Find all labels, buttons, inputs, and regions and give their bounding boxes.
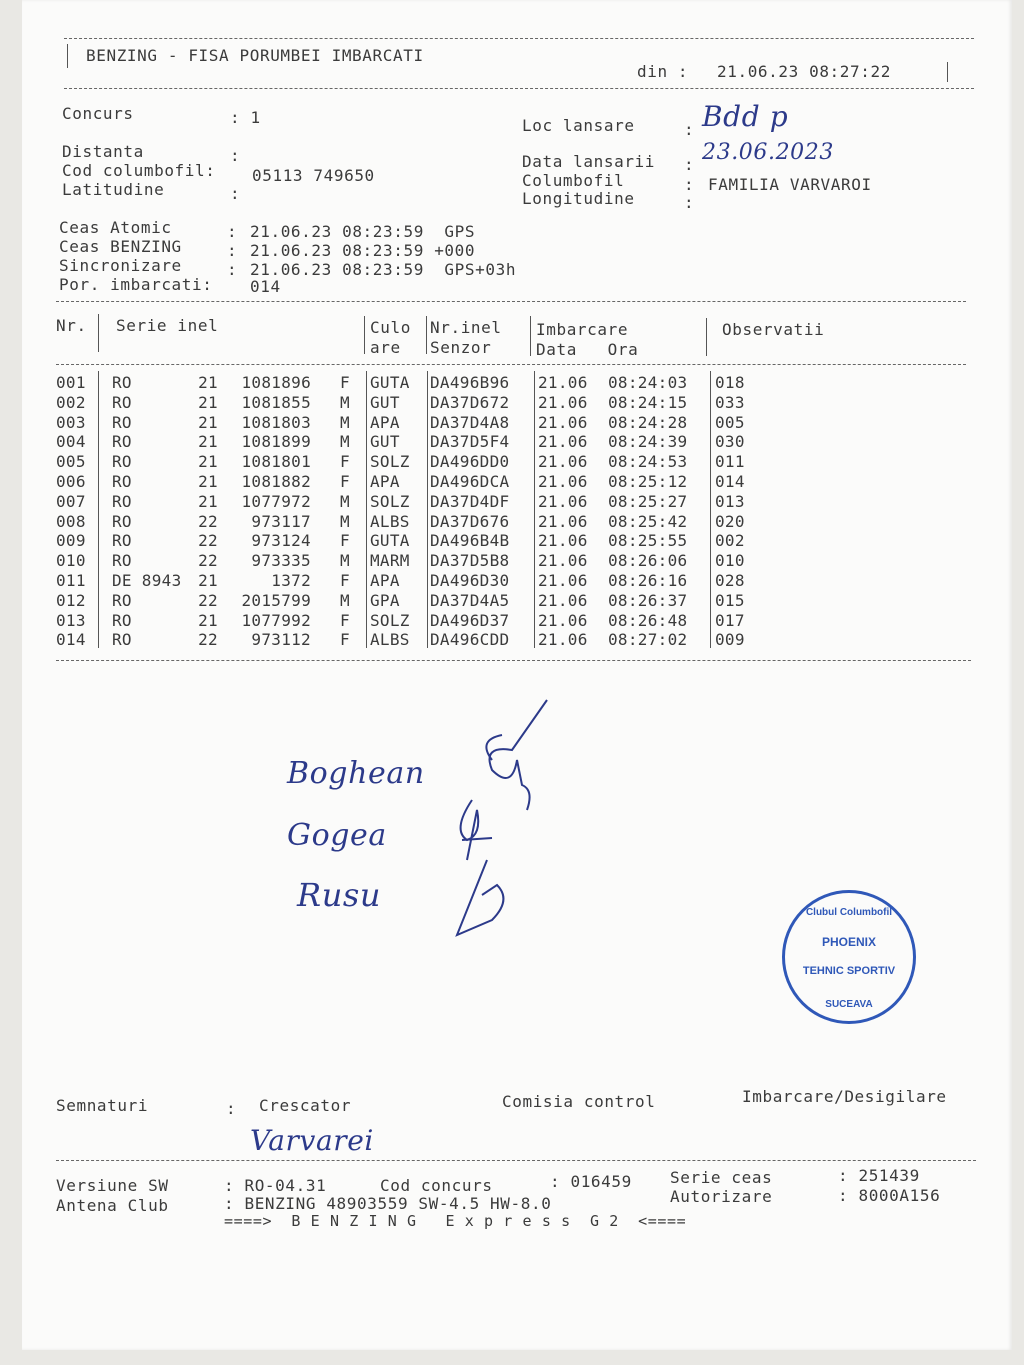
cell-inel: 1081801 bbox=[241, 452, 311, 472]
concurs-label: Concurs bbox=[62, 104, 134, 123]
cell-tara: RO bbox=[112, 551, 132, 571]
cell-obs: 033 bbox=[715, 392, 745, 412]
cell-culoare: SOLZ bbox=[370, 610, 410, 630]
stamp-city: SUCEAVA bbox=[825, 999, 873, 1010]
cell-nr: 002 bbox=[56, 392, 86, 412]
cell-tara: DE 8943 bbox=[112, 571, 182, 590]
divider bbox=[56, 660, 971, 661]
cell-obs: 009 bbox=[715, 630, 745, 650]
handwritten-name: Boghean bbox=[287, 756, 425, 791]
cell-obs: 005 bbox=[715, 412, 745, 432]
cell-tara: RO bbox=[112, 610, 132, 630]
cell-inel: 1081882 bbox=[241, 472, 311, 491]
col-header-senzor: Senzor bbox=[430, 338, 492, 357]
column-separator bbox=[534, 371, 535, 391]
serie-ceas-value: : 251439 bbox=[838, 1166, 920, 1185]
cod-columbofil-label: Cod columbofil: bbox=[62, 161, 216, 180]
cell-sex: F bbox=[340, 630, 350, 650]
loc-lansare-label: Loc lansare bbox=[522, 116, 635, 135]
concurs-value: : 1 bbox=[230, 108, 261, 127]
cell-obs: 028 bbox=[715, 571, 745, 590]
cell-culoare: SOLZ bbox=[370, 452, 410, 472]
cell-senzor: DA496B96 bbox=[430, 373, 510, 392]
handwritten-name: Gogea bbox=[287, 818, 387, 853]
cell-ora: 08:26:16 bbox=[608, 571, 688, 590]
col-header-data-ora: Data Ora bbox=[536, 340, 639, 359]
autorizare-value: : 8000A156 bbox=[838, 1186, 941, 1205]
column-separator bbox=[534, 450, 535, 470]
column-separator bbox=[366, 569, 367, 589]
column-separator bbox=[534, 490, 535, 510]
cell-nr: 013 bbox=[56, 610, 86, 630]
cell-data: 21.06 bbox=[538, 491, 588, 511]
column-separator bbox=[710, 609, 711, 629]
col-header-observatii: Observatii bbox=[722, 320, 825, 339]
antena-label: Antena Club bbox=[56, 1196, 169, 1215]
column-separator bbox=[534, 589, 535, 609]
cell-an: 22 bbox=[198, 511, 218, 531]
cell-sex: F bbox=[340, 571, 350, 590]
cell-ora: 08:25:42 bbox=[608, 511, 688, 531]
cell-culoare: SOLZ bbox=[370, 491, 410, 511]
cell-an: 21 bbox=[198, 472, 218, 491]
cell-sex: M bbox=[340, 511, 350, 531]
clock-label: Ceas BENZING bbox=[59, 237, 182, 256]
column-separator bbox=[427, 490, 428, 510]
cell-an: 21 bbox=[198, 432, 218, 452]
cell-obs: 002 bbox=[715, 531, 745, 551]
cell-senzor: DA37D4A5 bbox=[430, 590, 510, 610]
form-sheet: BENZING - FISA PORUMBEI IMBARCATI din : 21.06.23 08:27:22 Concurs : 1 Loc lansare : Bdd p Distanta : Cod columbofil: 05113 749650 Latitudine : Data lansarii : 23.06.2023 Columbofil : FAMILIA VARVAROI Longitudine : Ceas Atomic : 21.06.23 08:23:59 GPS Ceas BENZING : 21.06.23 08:23:59 +000 Sincronizare : 21.06.23 08:23:59 GPS+03h Por. imbarcati: 014 Nr. Serie inel Culo are Nr.inel Senzor Imbarcare Data Ora Observatii 001 RO 21 1081896 F GUTA DA496B96 21.06 08:24:03 018 002 RO 21 1081855 M GUT DA37D672 21.06 08:24:15 033 003 RO 21 1081803 M APA DA37D4A8 21.06 08:24:28 005 004 RO 21 1081899 M GUT DA37D5F4 21.06 08:24:39 030 005 RO 21 1081801 F SOLZ DA496DD0 21.06 08:24:53 011 006 RO 21 1081882 F APA DA496DCA 21.06 08:25:12 014 007 RO 21 1077972 M SOLZ DA37D4DF 21.06 08:25:27 013 008 RO 22 973117 M ALBS DA37D676 21.06 08:25:42 020 009 RO 22 973124 F GUTA DA496B4B 21.06 08:25:55 002 010 RO 22 973335 M MARM DA37D5B8 21.06 08:26:06 010 011 DE 8943 21 1372 F APA DA496D30 21.06 08:26:16 028 012 RO 22 2015799 M GPA DA37D4A5 21.06 08:26:37 015 013 RO 21 1077992 F SOLZ DA496D37 21.06 08:26:48 017 014 RO 22 973112 F ALBS DA496CDD 21.06 08:27:02 009 Boghean Gogea Rusu Clubul Columbofil PHOENIX TEHNIC SPORTIV SUCEAVA Semnaturi : Crescator Varvarei Comisia control Imbarcare/Desigilare Versiune SW : RO-04.31 Cod concurs : 016459 Serie ceas : 251439 Antena Club : BENZING 48903559 SW-4.5 HW-8.0 Autorizare : 8000A156 ====> B E N Z I N G E x p r e s s G 2 <==== bbox=[22, 0, 1012, 1350]
columbofil-value: FAMILIA VARVAROI bbox=[708, 175, 872, 194]
cell-ora: 08:25:12 bbox=[608, 472, 688, 491]
cell-ora: 08:24:03 bbox=[608, 373, 688, 392]
signatures-colon: : bbox=[226, 1099, 237, 1118]
cell-sex: F bbox=[340, 610, 350, 630]
cell-obs: 030 bbox=[715, 432, 745, 452]
cell-nr: 006 bbox=[56, 472, 86, 491]
cell-obs: 015 bbox=[715, 590, 745, 610]
benzing-banner: ====> B E N Z I N G E x p r e s s G 2 <==== bbox=[224, 1212, 687, 1230]
column-separator bbox=[98, 609, 99, 629]
cell-ora: 08:24:53 bbox=[608, 452, 688, 472]
cell-inel: 973112 bbox=[251, 630, 311, 650]
club-stamp bbox=[782, 890, 916, 1024]
column-separator bbox=[427, 549, 428, 569]
cell-obs: 020 bbox=[715, 511, 745, 531]
column-separator bbox=[534, 529, 535, 549]
divider bbox=[64, 38, 974, 39]
column-separator bbox=[710, 470, 711, 490]
cell-data: 21.06 bbox=[538, 452, 588, 472]
cell-obs: 011 bbox=[715, 452, 745, 472]
cell-culoare: APA bbox=[370, 472, 400, 491]
cell-sex: F bbox=[340, 452, 350, 472]
column-separator bbox=[534, 569, 535, 589]
cell-senzor: DA496DCA bbox=[430, 472, 510, 491]
column-separator bbox=[427, 430, 428, 450]
cell-nr: 008 bbox=[56, 511, 86, 531]
col-header-nr: Nr. bbox=[56, 316, 87, 335]
column-separator bbox=[98, 549, 99, 569]
cell-senzor: DA496D37 bbox=[430, 610, 510, 630]
column-separator bbox=[427, 470, 428, 490]
clock-label: Ceas Atomic bbox=[59, 218, 172, 237]
divider bbox=[947, 62, 948, 82]
clock-value: 21.06.23 08:23:59 GPS bbox=[250, 222, 476, 241]
cell-ora: 08:27:02 bbox=[608, 630, 688, 650]
column-separator bbox=[427, 450, 428, 470]
cell-sex: F bbox=[340, 373, 350, 392]
column-separator bbox=[366, 450, 367, 470]
cell-inel: 973124 bbox=[251, 531, 311, 551]
cod-concurs-value: : 016459 bbox=[550, 1172, 632, 1191]
column-separator bbox=[427, 510, 428, 530]
cell-nr: 003 bbox=[56, 412, 86, 432]
data-lansarii-handwritten: 23.06.2023 bbox=[702, 140, 834, 165]
cell-an: 21 bbox=[198, 412, 218, 432]
column-separator bbox=[366, 529, 367, 549]
cell-data: 21.06 bbox=[538, 571, 588, 590]
cell-data: 21.06 bbox=[538, 590, 588, 610]
crescator-signature: Varvarei bbox=[250, 1124, 374, 1157]
cell-inel: 1081896 bbox=[241, 373, 311, 392]
embarked-count-label: Por. imbarcati: bbox=[59, 275, 213, 294]
column-separator bbox=[98, 490, 99, 510]
col-header-serie: Serie inel bbox=[116, 316, 219, 335]
cell-an: 22 bbox=[198, 630, 218, 650]
cell-inel: 973117 bbox=[251, 511, 311, 531]
divider bbox=[64, 88, 974, 89]
serie-ceas-label: Serie ceas bbox=[670, 1168, 773, 1187]
cell-culoare: MARM bbox=[370, 551, 410, 571]
cell-senzor: DA37D5F4 bbox=[430, 432, 510, 452]
cell-inel: 1077992 bbox=[241, 610, 311, 630]
column-separator bbox=[710, 371, 711, 391]
clock-value: 21.06.23 08:23:59 GPS+03h bbox=[250, 260, 517, 279]
cell-ora: 08:24:15 bbox=[608, 392, 688, 412]
data-lansarii-label: Data lansarii bbox=[522, 152, 656, 171]
column-separator bbox=[366, 589, 367, 609]
column-separator bbox=[366, 391, 367, 411]
column-separator bbox=[366, 371, 367, 391]
cell-tara: RO bbox=[112, 452, 132, 472]
column-separator bbox=[710, 569, 711, 589]
cell-culoare: APA bbox=[370, 412, 400, 432]
divider bbox=[67, 44, 68, 68]
cell-inel: 1081803 bbox=[241, 412, 311, 432]
cell-senzor: DA37D5B8 bbox=[430, 551, 510, 571]
cell-sex: F bbox=[340, 472, 350, 491]
date-label: din : bbox=[637, 62, 689, 81]
cell-data: 21.06 bbox=[538, 472, 588, 491]
latitudine-label: Latitudine bbox=[62, 180, 165, 199]
column-separator bbox=[710, 430, 711, 450]
column-separator bbox=[98, 411, 99, 431]
cell-culoare: GUT bbox=[370, 432, 400, 452]
cell-obs: 013 bbox=[715, 491, 745, 511]
cell-sex: M bbox=[340, 491, 350, 511]
cell-sex: M bbox=[340, 432, 350, 452]
cell-senzor: DA37D676 bbox=[430, 511, 510, 531]
cell-tara: RO bbox=[112, 432, 132, 452]
imbarcare-desigilare-label: Imbarcare/Desigilare bbox=[742, 1087, 947, 1106]
cell-an: 21 bbox=[198, 571, 218, 590]
column-separator bbox=[710, 391, 711, 411]
cell-culoare: ALBS bbox=[370, 511, 410, 531]
column-separator bbox=[366, 549, 367, 569]
cell-nr: 012 bbox=[56, 590, 86, 610]
cell-an: 21 bbox=[198, 610, 218, 630]
cell-sex: M bbox=[340, 412, 350, 432]
autorizare-label: Autorizare bbox=[670, 1187, 773, 1206]
col-header-imbarcare: Imbarcare bbox=[536, 320, 629, 339]
cell-sex: F bbox=[340, 531, 350, 551]
column-separator bbox=[98, 589, 99, 609]
cell-data: 21.06 bbox=[538, 551, 588, 571]
cell-nr: 009 bbox=[56, 531, 86, 551]
cell-culoare: APA bbox=[370, 571, 400, 590]
date-value: 21.06.23 08:27:22 bbox=[717, 62, 891, 81]
column-separator bbox=[366, 411, 367, 431]
column-separator bbox=[98, 391, 99, 411]
cell-obs: 014 bbox=[715, 472, 745, 491]
cell-senzor: DA496D30 bbox=[430, 571, 510, 590]
cell-nr: 014 bbox=[56, 630, 86, 650]
cell-culoare: GPA bbox=[370, 590, 400, 610]
clock-value: 21.06.23 08:23:59 +000 bbox=[250, 241, 476, 260]
cell-an: 21 bbox=[198, 452, 218, 472]
cell-an: 22 bbox=[198, 531, 218, 551]
column-separator bbox=[366, 609, 367, 629]
column-separator bbox=[534, 470, 535, 490]
cell-senzor: DA37D4DF bbox=[430, 491, 510, 511]
col-header-nrinel: Nr.inel bbox=[430, 318, 502, 337]
column-separator bbox=[534, 391, 535, 411]
column-separator bbox=[710, 490, 711, 510]
column-separator bbox=[98, 510, 99, 530]
cod-columbofil-value: 05113 749650 bbox=[252, 166, 375, 185]
cell-senzor: DA37D672 bbox=[430, 392, 510, 412]
cell-obs: 010 bbox=[715, 551, 745, 571]
column-separator bbox=[427, 391, 428, 411]
loc-lansare-handwritten: Bdd p bbox=[702, 100, 789, 133]
cell-sex: M bbox=[340, 590, 350, 610]
cell-inel: 1372 bbox=[271, 571, 311, 590]
column-separator bbox=[710, 450, 711, 470]
cell-nr: 001 bbox=[56, 373, 86, 392]
cell-nr: 005 bbox=[56, 452, 86, 472]
column-separator bbox=[427, 371, 428, 391]
cell-data: 21.06 bbox=[538, 630, 588, 650]
column-separator bbox=[427, 411, 428, 431]
cell-tara: RO bbox=[112, 373, 132, 392]
column-separator bbox=[98, 569, 99, 589]
cell-inel: 1081855 bbox=[241, 392, 311, 412]
stamp-name: PHOENIX bbox=[821, 935, 876, 949]
column-separator bbox=[366, 490, 367, 510]
column-separator bbox=[534, 549, 535, 569]
cell-ora: 08:26:06 bbox=[608, 551, 688, 571]
cell-tara: RO bbox=[112, 392, 132, 412]
cod-concurs-label: Cod concurs bbox=[380, 1176, 493, 1195]
column-separator bbox=[534, 628, 535, 648]
cell-nr: 010 bbox=[56, 551, 86, 571]
column-separator bbox=[710, 529, 711, 549]
distanta-label: Distanta bbox=[62, 142, 144, 161]
column-separator bbox=[98, 628, 99, 648]
column-separator bbox=[427, 628, 428, 648]
versiune-value: : RO-04.31 bbox=[224, 1176, 327, 1195]
clock-label: Sincronizare bbox=[59, 256, 182, 275]
cell-obs: 018 bbox=[715, 373, 745, 392]
column-separator bbox=[366, 470, 367, 490]
cell-senzor: DA496CDD bbox=[430, 630, 510, 650]
col-header-culoare: Culo bbox=[370, 318, 411, 337]
column-separator bbox=[427, 609, 428, 629]
cell-culoare: GUTA bbox=[370, 373, 410, 392]
cell-sex: M bbox=[340, 392, 350, 412]
cell-ora: 08:24:28 bbox=[608, 412, 688, 432]
column-separator bbox=[98, 371, 99, 391]
column-separator bbox=[427, 589, 428, 609]
stamp-top: Clubul Columbofil bbox=[805, 907, 893, 918]
cell-tara: RO bbox=[112, 472, 132, 491]
comisia-control-label: Comisia control bbox=[502, 1092, 656, 1111]
cell-an: 21 bbox=[198, 373, 218, 392]
columbofil-label: Columbofil bbox=[522, 171, 625, 190]
cell-nr: 007 bbox=[56, 491, 86, 511]
col-header-culoare-2: are bbox=[370, 338, 401, 357]
column-separator bbox=[366, 510, 367, 530]
cell-ora: 08:25:55 bbox=[608, 531, 688, 551]
column-separator bbox=[534, 609, 535, 629]
cell-tara: RO bbox=[112, 531, 132, 551]
cell-an: 21 bbox=[198, 392, 218, 412]
column-separator bbox=[98, 430, 99, 450]
cell-tara: RO bbox=[112, 412, 132, 432]
cell-culoare: ALBS bbox=[370, 630, 410, 650]
divider bbox=[56, 364, 966, 365]
column-separator bbox=[98, 470, 99, 490]
versiune-label: Versiune SW bbox=[56, 1176, 169, 1195]
cell-obs: 017 bbox=[715, 610, 745, 630]
cell-senzor: DA37D4A8 bbox=[430, 412, 510, 432]
cell-inel: 973335 bbox=[251, 551, 311, 571]
form-title: BENZING - FISA PORUMBEI IMBARCATI bbox=[86, 46, 424, 65]
cell-senzor: DA496DD0 bbox=[430, 452, 510, 472]
column-separator bbox=[366, 430, 367, 450]
column-separator bbox=[98, 450, 99, 470]
handwritten-name: Rusu bbox=[297, 876, 382, 914]
column-separator bbox=[534, 430, 535, 450]
column-separator bbox=[98, 529, 99, 549]
divider bbox=[56, 301, 966, 302]
cell-nr: 004 bbox=[56, 432, 86, 452]
cell-ora: 08:24:39 bbox=[608, 432, 688, 452]
embarked-count-value: 014 bbox=[250, 277, 281, 296]
cell-data: 21.06 bbox=[538, 373, 588, 392]
cell-data: 21.06 bbox=[538, 432, 588, 452]
cell-data: 21.06 bbox=[538, 412, 588, 432]
cell-ora: 08:26:48 bbox=[608, 610, 688, 630]
cell-data: 21.06 bbox=[538, 610, 588, 630]
cell-data: 21.06 bbox=[538, 511, 588, 531]
cell-culoare: GUT bbox=[370, 392, 400, 412]
cell-tara: RO bbox=[112, 491, 132, 511]
cell-sex: M bbox=[340, 551, 350, 571]
cell-inel: 2015799 bbox=[241, 590, 311, 610]
stamp-sub: TEHNIC SPORTIV bbox=[802, 965, 896, 977]
column-separator bbox=[710, 510, 711, 530]
column-separator bbox=[710, 589, 711, 609]
column-separator bbox=[534, 510, 535, 530]
crescator-label: Crescator bbox=[259, 1096, 352, 1115]
cell-ora: 08:26:37 bbox=[608, 590, 688, 610]
column-separator bbox=[427, 569, 428, 589]
longitudine-label: Longitudine bbox=[522, 189, 635, 208]
cell-tara: RO bbox=[112, 511, 132, 531]
column-separator bbox=[710, 411, 711, 431]
cell-data: 21.06 bbox=[538, 392, 588, 412]
column-separator bbox=[710, 549, 711, 569]
signatures-label: Semnaturi bbox=[56, 1096, 149, 1115]
antena-value: : BENZING 48903559 SW-4.5 HW-8.0 bbox=[224, 1194, 552, 1213]
column-separator bbox=[427, 529, 428, 549]
cell-senzor: DA496B4B bbox=[430, 531, 510, 551]
column-separator bbox=[366, 628, 367, 648]
cell-tara: RO bbox=[112, 590, 132, 610]
cell-an: 21 bbox=[198, 491, 218, 511]
cell-tara: RO bbox=[112, 630, 132, 650]
divider bbox=[56, 1160, 976, 1161]
cell-nr: 011 bbox=[56, 571, 86, 590]
cell-an: 22 bbox=[198, 551, 218, 571]
cell-data: 21.06 bbox=[538, 531, 588, 551]
cell-an: 22 bbox=[198, 590, 218, 610]
cell-ora: 08:25:27 bbox=[608, 491, 688, 511]
column-separator bbox=[534, 411, 535, 431]
cell-inel: 1077972 bbox=[241, 491, 311, 511]
signature-scribbles bbox=[422, 690, 582, 950]
cell-culoare: GUTA bbox=[370, 531, 410, 551]
cell-inel: 1081899 bbox=[241, 432, 311, 452]
column-separator bbox=[710, 628, 711, 648]
